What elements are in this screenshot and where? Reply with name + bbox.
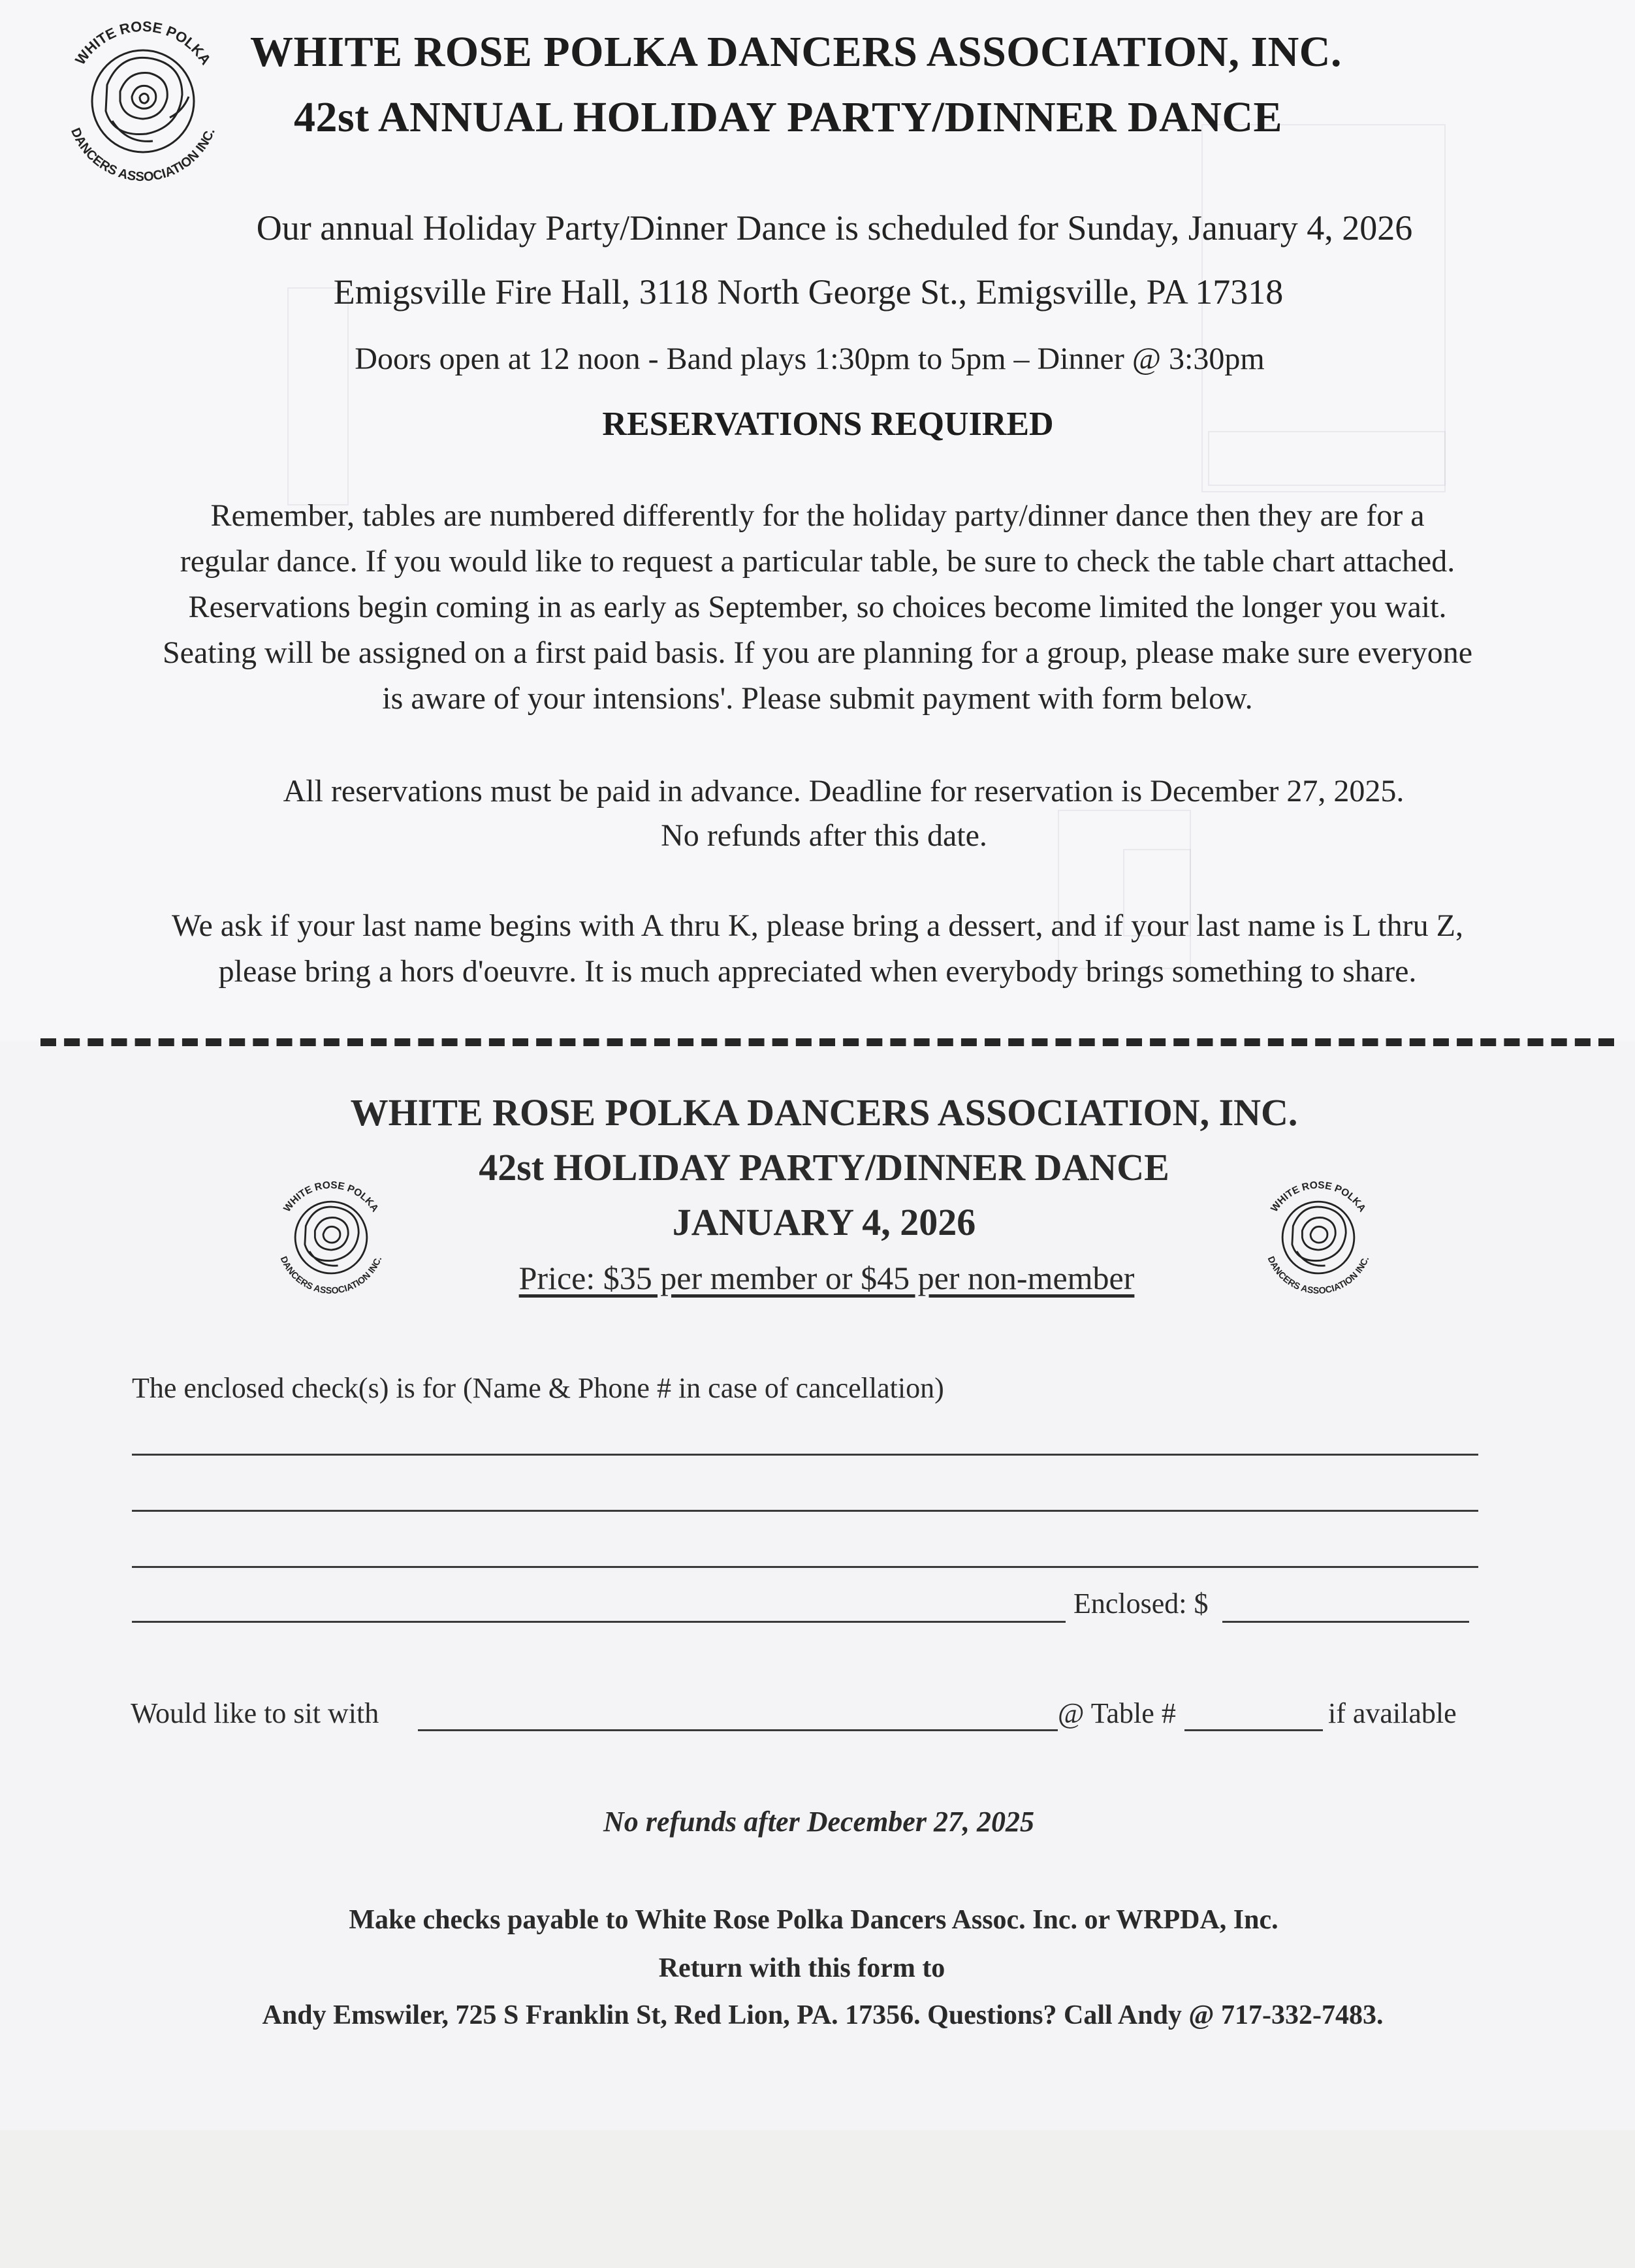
svg-text:WHITE ROSE POLKA: [1269, 1180, 1368, 1215]
schedule-line: Our annual Holiday Party/Dinner Dance is scheduled for Sunday, January 4, 2026: [256, 208, 1413, 248]
logo-top-text: WHITE ROSE POLKA: [1269, 1179, 1368, 1215]
no-refunds-note: No refunds after December 27, 2025: [603, 1806, 1034, 1838]
sit-with-line[interactable]: [418, 1729, 1058, 1731]
form-event-date: JANUARY 4, 2026: [672, 1201, 976, 1243]
table-number-line[interactable]: [1184, 1729, 1323, 1731]
svg-text:WHITE ROSE POLKA: [281, 1180, 381, 1215]
rose-icon: [295, 1202, 367, 1273]
table-label: @ Table #: [1058, 1697, 1176, 1729]
paragraph-line: We ask if your last name begins with A thru K, please bring a dessert, and if your last name is L thru Z,: [172, 908, 1463, 943]
paragraph-line: regular dance. If you would like to request a particular table, be sure to check the table chart attached.: [180, 544, 1455, 579]
logo-bottom-text: DANCERS ASSOCIATION INC.: [68, 125, 218, 185]
price-line: Price: $35 per member or $45 per non-member: [518, 1260, 1135, 1296]
name-phone-line-1[interactable]: [132, 1454, 1478, 1456]
org-title: WHITE ROSE POLKA DANCERS ASSOCIATION, INC.: [250, 28, 1342, 76]
name-phone-line-4[interactable]: [132, 1621, 1066, 1623]
contact-line: Andy Emswiler, 725 S Franklin St, Red Lion, PA. 17356. Questions? Call Andy @ 717-332-7483.: [262, 2000, 1384, 2030]
association-logo: [55, 13, 231, 189]
event-title: 42st ANNUAL HOLIDAY PARTY/DINNER DANCE: [294, 93, 1283, 141]
association-logo-right: [1256, 1175, 1380, 1300]
location-line: Emigsville Fire Hall, 3118 North George St., Emigsville, PA 17318: [333, 272, 1284, 311]
check-for-label: The enclosed check(s) is for (Name & Phone # in case of cancellation): [132, 1372, 944, 1404]
enclosed-label: Enclosed: $: [1073, 1588, 1209, 1620]
svg-text:WHITE ROSE POLKA: [72, 18, 214, 68]
show-through-mark: [287, 287, 349, 505]
form-event-title: 42st HOLIDAY PARTY/DINNER DANCE: [479, 1146, 1169, 1189]
enclosed-amount-line[interactable]: [1222, 1621, 1469, 1623]
rose-icon: [1282, 1202, 1354, 1273]
rose-icon: [92, 50, 194, 152]
paragraph-line: Reservations begin coming in as early as September, so choices become limited the longer you wait.: [188, 590, 1447, 624]
times-line: Doors open at 12 noon - Band plays 1:30pm to 5pm – Dinner @ 3:30pm: [355, 342, 1265, 376]
name-phone-line-3[interactable]: [132, 1566, 1478, 1568]
cut-line-divider: [40, 1038, 1614, 1046]
name-phone-line-2[interactable]: [132, 1510, 1478, 1512]
logo-top-text: WHITE ROSE POLKA: [281, 1179, 381, 1215]
if-available-label: if available: [1328, 1697, 1457, 1729]
form-org-title: WHITE ROSE POLKA DANCERS ASSOCIATION, INC.: [350, 1091, 1298, 1134]
paragraph-line: is aware of your intensions'. Please submit payment with form below.: [382, 681, 1253, 716]
association-logo-left: [269, 1175, 393, 1300]
logo-top-text: WHITE ROSE POLKA: [72, 18, 215, 68]
paragraph-line: Remember, tables are numbered differently for the holiday party/dinner dance then they are for a: [210, 498, 1425, 533]
paragraph-line: Seating will be assigned on a first paid basis. If you are planning for a group, please make sure everyone: [162, 635, 1473, 670]
paragraph-line: please bring a hors d'oeuvre. It is much appreciated when everybody brings something to share.: [218, 954, 1417, 989]
logo-bottom-text: DANCERS ASSOCIATION INC.: [278, 1254, 384, 1296]
logo-bottom-text: DANCERS ASSOCIATION INC.: [1265, 1254, 1371, 1296]
sit-with-label: Would like to sit with: [131, 1697, 379, 1729]
return-line: Return with this form to: [658, 1953, 945, 1983]
paragraph-line: No refunds after this date.: [661, 818, 987, 853]
reservations-heading: RESERVATIONS REQUIRED: [602, 406, 1054, 443]
paragraph-line: All reservations must be paid in advance. Deadline for reservation is December 27, 2025.: [283, 774, 1405, 808]
payable-line: Make checks payable to White Rose Polka Dancers Assoc. Inc. or WRPDA, Inc.: [349, 1905, 1278, 1935]
